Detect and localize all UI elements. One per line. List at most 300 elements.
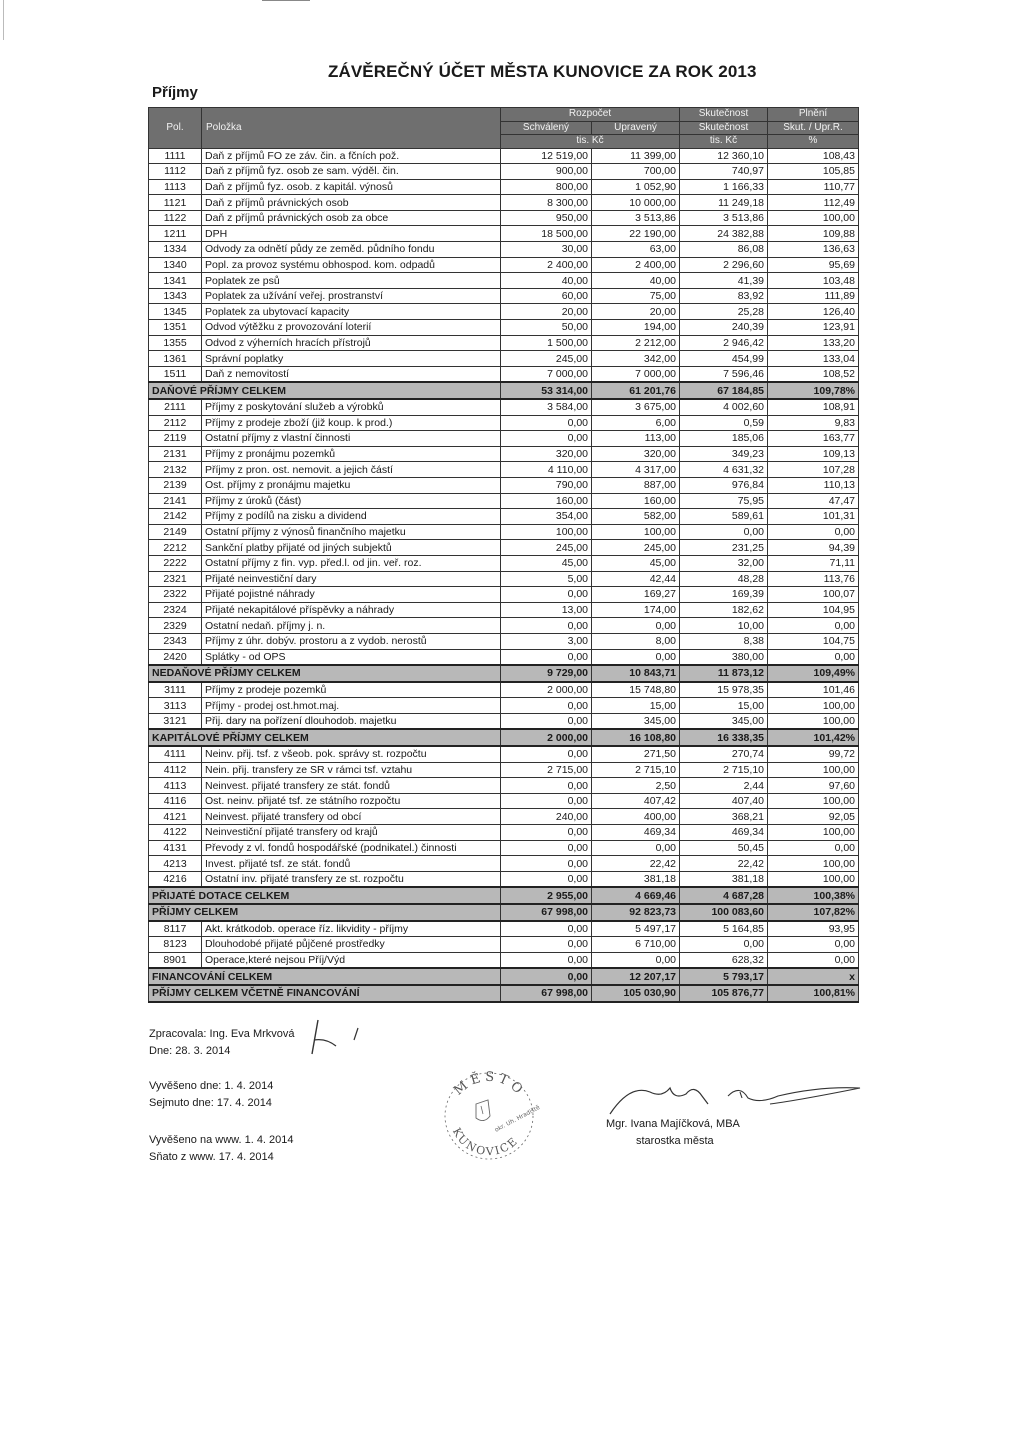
fulfillment-pct: 100,00	[768, 762, 859, 778]
fulfillment-pct: 110,13	[768, 477, 859, 493]
adjusted-budget: 0,00	[592, 618, 680, 634]
item-code: 1341	[149, 273, 202, 289]
item-name: Akt. krátkodob. operace říz. likvidity - příjmy	[202, 921, 501, 937]
item-name: Převody z vl. fondů hospodářské (podnikatel.) činnosti	[202, 840, 501, 856]
actual-amount: 5 164,85	[680, 921, 768, 937]
approved-budget: 8 300,00	[501, 195, 592, 211]
item-code: 2132	[149, 462, 202, 478]
table-row	[149, 682, 859, 698]
adjusted-budget: 4 317,00	[592, 462, 680, 478]
mayor-signature	[590, 1074, 870, 1122]
header-upraveny: Upravený	[592, 121, 680, 135]
fulfillment-pct: 100,07	[768, 587, 859, 603]
header-skutecnost: Skutečnost	[680, 121, 768, 135]
table-row	[149, 602, 859, 618]
subtotal-row	[149, 985, 859, 1002]
fulfillment-pct: 126,40	[768, 304, 859, 320]
table-row	[149, 288, 859, 304]
table-row	[149, 762, 859, 778]
subtotal-row	[149, 968, 859, 985]
adjusted-budget: 113,00	[592, 431, 680, 447]
adjusted-budget: 2 715,10	[592, 762, 680, 778]
actual-amount: 454,99	[680, 351, 768, 367]
removed-date: Sejmuto dne: 17. 4. 2014	[149, 1097, 272, 1109]
stamp-text-top: MĚSTO	[451, 1069, 529, 1100]
item-code: 4116	[149, 793, 202, 809]
fulfillment-pct: 101,46	[768, 682, 859, 698]
fulfillment-pct: 100,00	[768, 825, 859, 841]
approved-budget: 1 500,00	[501, 335, 592, 351]
item-code: 4112	[149, 762, 202, 778]
item-code: 1334	[149, 242, 202, 258]
approved-budget: 100,00	[501, 524, 592, 540]
table-row	[149, 415, 859, 431]
table-row	[149, 366, 859, 382]
table-row	[149, 195, 859, 211]
header-pol: Pol.	[149, 108, 202, 149]
fulfillment-pct: 107,28	[768, 462, 859, 478]
item-name: Ostatní nedaň. příjmy j. n.	[202, 618, 501, 634]
fulfillment-pct: 104,75	[768, 633, 859, 649]
actual-amount: 1 166,33	[680, 179, 768, 195]
item-name: Odvody za odnětí půdy ze zeměd. půdního fondu	[202, 242, 501, 258]
fulfillment-pct: 123,91	[768, 320, 859, 336]
item-name: Neinvest. přijaté transfery ze stát. fondů	[202, 778, 501, 794]
item-code: 4122	[149, 825, 202, 841]
adjusted-budget: 45,00	[592, 555, 680, 571]
item-name: Příjmy z úhr. dobýv. prostoru a z vydob. nerostů	[202, 633, 501, 649]
actual-amount: 15,00	[680, 698, 768, 714]
stamp-emblem-icon	[476, 1100, 490, 1121]
actual-amount: 240,39	[680, 320, 768, 336]
approved-budget: 790,00	[501, 477, 592, 493]
approved-budget: 0,00	[501, 778, 592, 794]
item-name: Daň z příjmů FO ze záv. čin. a fčních pož.	[202, 148, 501, 164]
adjusted-budget: 0,00	[592, 840, 680, 856]
item-name: Daň z příjmů fyz. osob ze sam. výděl. čin.	[202, 164, 501, 180]
actual-amount: 628,32	[680, 952, 768, 968]
fulfillment-pct: 109,78%	[768, 382, 859, 399]
signatory-block	[606, 1116, 740, 1150]
stamp-text-bottom: KUNOVICE	[449, 1125, 522, 1159]
approved-budget: 0,00	[501, 587, 592, 603]
actual-amount: 976,84	[680, 477, 768, 493]
fulfillment-pct: 94,39	[768, 540, 859, 556]
item-name: Správní poplatky	[202, 351, 501, 367]
table-body	[149, 148, 859, 1002]
approved-budget: 2 000,00	[501, 729, 592, 746]
fulfillment-pct: 0,00	[768, 952, 859, 968]
fulfillment-pct: 71,11	[768, 555, 859, 571]
table-row	[149, 273, 859, 289]
subtotal-row	[149, 665, 859, 682]
approved-budget: 0,00	[501, 856, 592, 872]
item-name: Ostatní inv. přijaté transfery ze st. rozpočtu	[202, 871, 501, 887]
actual-amount: 11 249,18	[680, 195, 768, 211]
item-code: 1121	[149, 195, 202, 211]
table-row	[149, 477, 859, 493]
table-row	[149, 524, 859, 540]
adjusted-budget: 42,44	[592, 571, 680, 587]
adjusted-budget: 3 513,86	[592, 210, 680, 226]
item-name: Popl. za provoz systému obhospod. kom. odpadů	[202, 257, 501, 273]
table-row	[149, 825, 859, 841]
approved-budget: 5,00	[501, 571, 592, 587]
actual-amount: 25,28	[680, 304, 768, 320]
item-code: 2322	[149, 587, 202, 603]
adjusted-budget: 381,18	[592, 871, 680, 887]
fulfillment-pct: 47,47	[768, 493, 859, 509]
adjusted-budget: 8,00	[592, 633, 680, 649]
fulfillment-pct: 100,00	[768, 793, 859, 809]
item-code: 2420	[149, 649, 202, 665]
adjusted-budget: 15,00	[592, 698, 680, 714]
actual-amount: 185,06	[680, 431, 768, 447]
table-row	[149, 587, 859, 603]
header-unit-rozpocet: tis. Kč	[501, 135, 680, 149]
fulfillment-pct: 101,31	[768, 509, 859, 525]
item-code: 2329	[149, 618, 202, 634]
adjusted-budget: 22 190,00	[592, 226, 680, 242]
actual-amount: 24 382,88	[680, 226, 768, 242]
approved-budget: 245,00	[501, 351, 592, 367]
item-code: 8123	[149, 937, 202, 953]
scan-edge-mark	[3, 0, 4, 40]
item-name: Ost. neinv. přijaté tsf. ze státního rozpočtu	[202, 793, 501, 809]
actual-amount: 4 687,28	[680, 887, 768, 904]
approved-budget: 53 314,00	[501, 382, 592, 399]
adjusted-budget: 3 675,00	[592, 399, 680, 415]
item-name: Příjmy z prodeje zboží (již koup. k prod.)	[202, 415, 501, 431]
item-code: 8901	[149, 952, 202, 968]
approved-budget: 18 500,00	[501, 226, 592, 242]
table-row	[149, 937, 859, 953]
adjusted-budget: 10 843,71	[592, 665, 680, 682]
item-code: 2212	[149, 540, 202, 556]
scan-artifact-line	[262, 0, 310, 1]
actual-amount: 349,23	[680, 446, 768, 462]
fulfillment-pct: 104,95	[768, 602, 859, 618]
actual-amount: 75,95	[680, 493, 768, 509]
item-code: 4121	[149, 809, 202, 825]
actual-amount: 2 296,60	[680, 257, 768, 273]
fulfillment-pct: 95,69	[768, 257, 859, 273]
table-row	[149, 164, 859, 180]
fulfillment-pct: 100,00	[768, 698, 859, 714]
item-code: 2139	[149, 477, 202, 493]
header-skut-upr: Skut. / Upr.R.	[768, 121, 859, 135]
fulfillment-pct: 108,91	[768, 399, 859, 415]
actual-amount: 15 978,35	[680, 682, 768, 698]
adjusted-budget: 700,00	[592, 164, 680, 180]
adjusted-budget: 4 669,46	[592, 887, 680, 904]
approved-budget: 3 584,00	[501, 399, 592, 415]
subtotal-label: NEDAŇOVÉ PŘÍJMY CELKEM	[149, 665, 501, 682]
web-removed-date: Sňato z www. 17. 4. 2014	[149, 1151, 274, 1163]
actual-amount: 368,21	[680, 809, 768, 825]
table-row	[149, 713, 859, 729]
item-name: Sankční platby přijaté od jiných subjektů	[202, 540, 501, 556]
item-name: Dlouhodobé přijaté půjčené prostředky	[202, 937, 501, 953]
subtotal-row	[149, 887, 859, 904]
adjusted-budget: 12 207,17	[592, 968, 680, 985]
item-code: 1343	[149, 288, 202, 304]
fulfillment-pct: 113,76	[768, 571, 859, 587]
prepared-date: Dne: 28. 3. 2014	[149, 1045, 231, 1057]
item-name: Poplatek ze psů	[202, 273, 501, 289]
table-row	[149, 555, 859, 571]
approved-budget: 800,00	[501, 179, 592, 195]
subtotal-label: PŘÍJMY CELKEM VČETNĚ FINANCOVÁNÍ	[149, 985, 501, 1002]
table-row	[149, 493, 859, 509]
approved-budget: 9 729,00	[501, 665, 592, 682]
item-code: 2324	[149, 602, 202, 618]
web-posting-block	[149, 1132, 294, 1166]
approved-budget: 0,00	[501, 698, 592, 714]
fulfillment-pct: 110,77	[768, 179, 859, 195]
approved-budget: 240,00	[501, 809, 592, 825]
web-posted-date: Vyvěšeno na www. 1. 4. 2014	[149, 1134, 294, 1146]
adjusted-budget: 10 000,00	[592, 195, 680, 211]
approved-budget: 0,00	[501, 746, 592, 762]
fulfillment-pct: 133,20	[768, 335, 859, 351]
adjusted-budget: 1 052,90	[592, 179, 680, 195]
item-name: Ostatní příjmy z fin. vyp. před.l. od jin. veř. roz.	[202, 555, 501, 571]
fulfillment-pct: 0,00	[768, 840, 859, 856]
item-code: 4113	[149, 778, 202, 794]
actual-amount: 12 360,10	[680, 148, 768, 164]
actual-amount: 2 946,42	[680, 335, 768, 351]
approved-budget: 7 000,00	[501, 366, 592, 382]
table-row	[149, 399, 859, 415]
signatory-role: starostka města	[636, 1135, 714, 1147]
posting-dates-block	[149, 1078, 273, 1112]
fulfillment-pct: 100,81%	[768, 985, 859, 1002]
table-row	[149, 856, 859, 872]
fulfillment-pct: 0,00	[768, 937, 859, 953]
item-name: Nein. přij. transfery ze SR v rámci tsf. vztahu	[202, 762, 501, 778]
official-stamp	[436, 1066, 542, 1164]
fulfillment-pct: 112,49	[768, 195, 859, 211]
header-unit-pct: %	[768, 135, 859, 149]
adjusted-budget: 2 400,00	[592, 257, 680, 273]
table-row	[149, 571, 859, 587]
fulfillment-pct: 100,00	[768, 210, 859, 226]
fulfillment-pct: 103,48	[768, 273, 859, 289]
budget-table	[148, 107, 859, 1003]
table-row	[149, 746, 859, 762]
item-code: 2111	[149, 399, 202, 415]
item-name: Ostatní příjmy z výnosů finančního majetku	[202, 524, 501, 540]
actual-amount: 10,00	[680, 618, 768, 634]
adjusted-budget: 61 201,76	[592, 382, 680, 399]
approved-budget: 50,00	[501, 320, 592, 336]
fulfillment-pct: 163,77	[768, 431, 859, 447]
actual-amount: 7 596,46	[680, 366, 768, 382]
item-name: Příjmy z pron. ost. nemovit. a jejich částí	[202, 462, 501, 478]
item-name: Přijaté neinvestiční dary	[202, 571, 501, 587]
approved-budget: 0,00	[501, 793, 592, 809]
item-name: Příjmy z úroků (část)	[202, 493, 501, 509]
subtotal-label: FINANCOVÁNÍ CELKEM	[149, 968, 501, 985]
adjusted-budget: 105 030,90	[592, 985, 680, 1002]
adjusted-budget: 11 399,00	[592, 148, 680, 164]
table-row	[149, 509, 859, 525]
table-row	[149, 210, 859, 226]
fulfillment-pct: 101,42%	[768, 729, 859, 746]
fulfillment-pct: 0,00	[768, 649, 859, 665]
item-code: 2321	[149, 571, 202, 587]
approved-budget: 0,00	[501, 825, 592, 841]
actual-amount: 3 513,86	[680, 210, 768, 226]
adjusted-budget: 100,00	[592, 524, 680, 540]
item-name: Daň z nemovitostí	[202, 366, 501, 382]
adjusted-budget: 582,00	[592, 509, 680, 525]
approved-budget: 0,00	[501, 840, 592, 856]
approved-budget: 2 000,00	[501, 682, 592, 698]
item-name: Operace,které nejsou Příj/Výd	[202, 952, 501, 968]
document-title: ZÁVĚREČNÝ ÚČET MĚSTA KUNOVICE ZA ROK 2013	[328, 62, 757, 81]
approved-budget: 0,00	[501, 968, 592, 985]
adjusted-budget: 169,27	[592, 587, 680, 603]
item-name: Daň z příjmů fyz. osob. z kapitál. výnosů	[202, 179, 501, 195]
actual-amount: 182,62	[680, 602, 768, 618]
adjusted-budget: 407,42	[592, 793, 680, 809]
table-row	[149, 148, 859, 164]
actual-amount: 380,00	[680, 649, 768, 665]
item-name: Ostatní příjmy z vlastní činnosti	[202, 431, 501, 447]
approved-budget: 3,00	[501, 633, 592, 649]
header-plneni: Plnění	[768, 108, 859, 122]
approved-budget: 30,00	[501, 242, 592, 258]
subtotal-row	[149, 729, 859, 746]
item-code: 1111	[149, 148, 202, 164]
item-code: 1112	[149, 164, 202, 180]
adjusted-budget: 887,00	[592, 477, 680, 493]
adjusted-budget: 22,42	[592, 856, 680, 872]
table-row	[149, 304, 859, 320]
table-row	[149, 649, 859, 665]
approved-budget: 950,00	[501, 210, 592, 226]
approved-budget: 900,00	[501, 164, 592, 180]
approved-budget: 13,00	[501, 602, 592, 618]
actual-amount: 4 002,60	[680, 399, 768, 415]
fulfillment-pct: 111,89	[768, 288, 859, 304]
fulfillment-pct: 93,95	[768, 921, 859, 937]
table-row	[149, 952, 859, 968]
item-name: Příjmy z podílů na zisku a dividend	[202, 509, 501, 525]
item-name: Neinvestiční přijaté transfery od krajů	[202, 825, 501, 841]
adjusted-budget: 160,00	[592, 493, 680, 509]
item-name: Odvod z výherních hracích přístrojů	[202, 335, 501, 351]
actual-amount: 0,00	[680, 524, 768, 540]
approved-budget: 0,00	[501, 649, 592, 665]
approved-budget: 245,00	[501, 540, 592, 556]
actual-amount: 16 338,35	[680, 729, 768, 746]
adjusted-budget: 15 748,80	[592, 682, 680, 698]
approved-budget: 0,00	[501, 921, 592, 937]
actual-amount: 105 876,77	[680, 985, 768, 1002]
table-row	[149, 351, 859, 367]
fulfillment-pct: 92,05	[768, 809, 859, 825]
actual-amount: 740,97	[680, 164, 768, 180]
actual-amount: 50,45	[680, 840, 768, 856]
table-row	[149, 540, 859, 556]
item-code: 2222	[149, 555, 202, 571]
actual-amount: 231,25	[680, 540, 768, 556]
adjusted-budget: 2 212,00	[592, 335, 680, 351]
subtotal-label: PŘÍJMY CELKEM	[149, 904, 501, 921]
approved-budget: 0,00	[501, 937, 592, 953]
item-code: 1345	[149, 304, 202, 320]
item-code: 2112	[149, 415, 202, 431]
item-name: DPH	[202, 226, 501, 242]
actual-amount: 8,38	[680, 633, 768, 649]
subtotal-label: DAŇOVÉ PŘÍJMY CELKEM	[149, 382, 501, 399]
actual-amount: 4 631,32	[680, 462, 768, 478]
item-code: 2142	[149, 509, 202, 525]
table-row	[149, 242, 859, 258]
item-code: 2149	[149, 524, 202, 540]
initials-signature	[300, 1012, 380, 1058]
table-row	[149, 462, 859, 478]
approved-budget: 160,00	[501, 493, 592, 509]
item-name: Ost. příjmy z pronájmu majetku	[202, 477, 501, 493]
table-row	[149, 618, 859, 634]
table-row	[149, 320, 859, 336]
item-name: Příjmy - prodej ost.hmot.maj.	[202, 698, 501, 714]
adjusted-budget: 400,00	[592, 809, 680, 825]
fulfillment-pct: 109,13	[768, 446, 859, 462]
item-name: Přijaté pojistné náhrady	[202, 587, 501, 603]
item-name: Poplatek za užívání veřej. prostranství	[202, 288, 501, 304]
actual-amount: 270,74	[680, 746, 768, 762]
actual-amount: 345,00	[680, 713, 768, 729]
item-code: 1511	[149, 366, 202, 382]
adjusted-budget: 6 710,00	[592, 937, 680, 953]
header-row-1	[149, 108, 859, 122]
item-code: 2141	[149, 493, 202, 509]
item-name: Příjmy z poskytování služeb a výrobků	[202, 399, 501, 415]
table-row	[149, 335, 859, 351]
item-name: Poplatek za ubytovací kapacity	[202, 304, 501, 320]
approved-budget: 67 998,00	[501, 985, 592, 1002]
fulfillment-pct: 97,60	[768, 778, 859, 794]
table-row	[149, 840, 859, 856]
posted-date: Vyvěšeno dne: 1. 4. 2014	[149, 1080, 274, 1092]
table-row	[149, 431, 859, 447]
actual-amount: 83,92	[680, 288, 768, 304]
item-name: Splátky - od OPS	[202, 649, 501, 665]
adjusted-budget: 0,00	[592, 952, 680, 968]
item-name: Příjmy z prodeje pozemků	[202, 682, 501, 698]
item-name: Příjmy z pronájmu pozemků	[202, 446, 501, 462]
table-row	[149, 698, 859, 714]
header-unit-skutecnost: tis. Kč	[680, 135, 768, 149]
item-code: 3113	[149, 698, 202, 714]
adjusted-budget: 2,50	[592, 778, 680, 794]
actual-amount: 32,00	[680, 555, 768, 571]
actual-amount: 407,40	[680, 793, 768, 809]
actual-amount: 2,44	[680, 778, 768, 794]
table-row	[149, 446, 859, 462]
fulfillment-pct: 133,04	[768, 351, 859, 367]
approved-budget: 45,00	[501, 555, 592, 571]
item-name: Neinv. přij. tsf. z všeob. pok. správy st. rozpočtu	[202, 746, 501, 762]
fulfillment-pct: 100,38%	[768, 887, 859, 904]
table-row	[149, 793, 859, 809]
item-code: 3111	[149, 682, 202, 698]
